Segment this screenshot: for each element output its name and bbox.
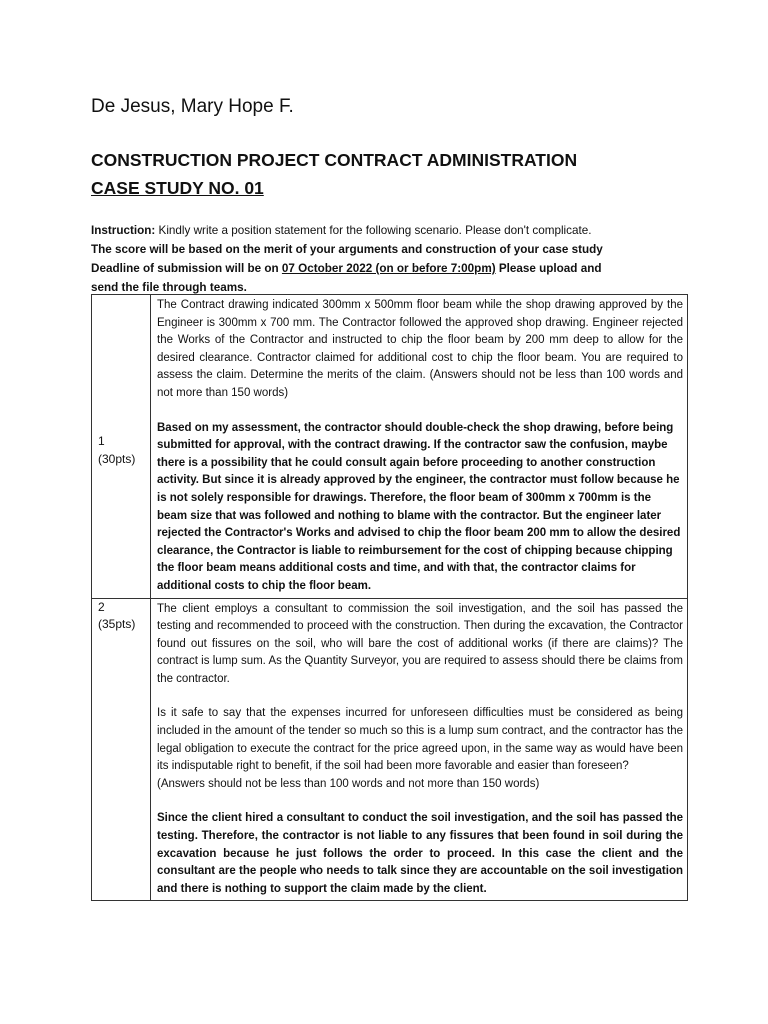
instruction-paragraph (91, 221, 615, 297)
deadline: 07 October 2022 (on or before 7:00pm) (281, 262, 496, 275)
course-title: CONSTRUCTION PROJECT CONTRACT ADMINISTRATION (91, 150, 578, 170)
table-row (92, 295, 688, 599)
case-table (91, 294, 688, 901)
case-question-2: Is it safe to say that the expenses incurred for unforeseen difficulties must be considered as being included in the amount of the tender so much so this is a lump sum contract, and the contractor has the legal obligation to execute the contract for the price agreed upon, in the same way as would have been its indisputable right to benefit, if the soil had been more favorable and easier than foreseen? (157, 707, 683, 773)
word-limit: (Answers should not be less than 100 words and not more than 150 words) (157, 777, 540, 790)
case-question: The client employs a consultant to commission the soil investigation, and the soil has passed the testing and recommended to proceed with the construction. Then during the excavation, the Contractor found out fissures on the soil, who will bare the cost of additional works (if there are claims)? The contract is lump sum. As the Quantity Surveyor, you are required to assess should there be claims from the contractor. (157, 602, 683, 685)
case-question: The Contract drawing indicated 300mm x 500mm floor beam while the shop drawing approved by the Engineer is 300mm x 700 mm. The Contractor followed the approved shop drawing. Engineer rejected the Works of the Contractor and instructed to chip the floor beam by 200 mm deep to allow for the desired clearance. Contractor claimed for additional cost to chip the floor beam. You are required to assess the claim. Determine the merits of the claim. (Answers should not be less than 100 words and not more than 150 words) (157, 299, 683, 399)
instruction-label: Instruction: (91, 224, 156, 237)
case-study-title: CASE STUDY NO. 01 (91, 178, 264, 198)
case-points: (35pts) (98, 617, 136, 632)
case-number: 1 (98, 434, 105, 448)
table-row (92, 598, 688, 901)
case-answer: Based on my assessment, the contractor should double-check the shop drawing, before being submitted for approval, with the contract drawing. If the contractor saw the confusion, maybe there is a possibility that he could consult again before proceeding to another construction activity. But since it is already approved by the engineer, the contractor must follow because he is not solely responsible for drawings. Therefore, the floor beam of 300mm x 700mm is the beam size that was followed and nothing to blame with the contractor. But the engineer later rejected the Contractor's Works and advised to chip the floor beam 200 mm to allow the desired clearance, the Contractor is liable to reimbursement for the cost of chipping because chipping the floor beam means additional costs and time, and with that, the contractor claims for additional costs to chip the floor beam. (157, 421, 681, 592)
case-number: 2 (98, 599, 105, 614)
case-number-cell (92, 598, 151, 901)
case-points: (30pts) (98, 451, 136, 466)
instruction-text-1: Kindly write a position statement for the following scenario. Please don't complicate. (155, 224, 592, 237)
case-content-cell (151, 295, 688, 599)
case-content-cell (151, 598, 688, 901)
case-number-cell (92, 295, 151, 599)
instruction-text-2: The score will be based on the merit of your arguments and construction of your case study Deadline of submission will be on (91, 243, 603, 275)
author-name: De Jesus, Mary Hope F. (91, 96, 294, 117)
instruction-text-3: Please upload and send the file through teams. (91, 262, 602, 294)
case-answer: Since the client hired a consultant to conduct the soil investigation, and the soil has passed the testing. Therefore, the contractor is not liable to any fissures that been found in soil during the excavation because he just follows the order to proceed. In this case the client and the consultant are the people who needs to talk since they are accountable on the soil investigation and there is nothing to support the claim made by the client. (157, 812, 683, 895)
